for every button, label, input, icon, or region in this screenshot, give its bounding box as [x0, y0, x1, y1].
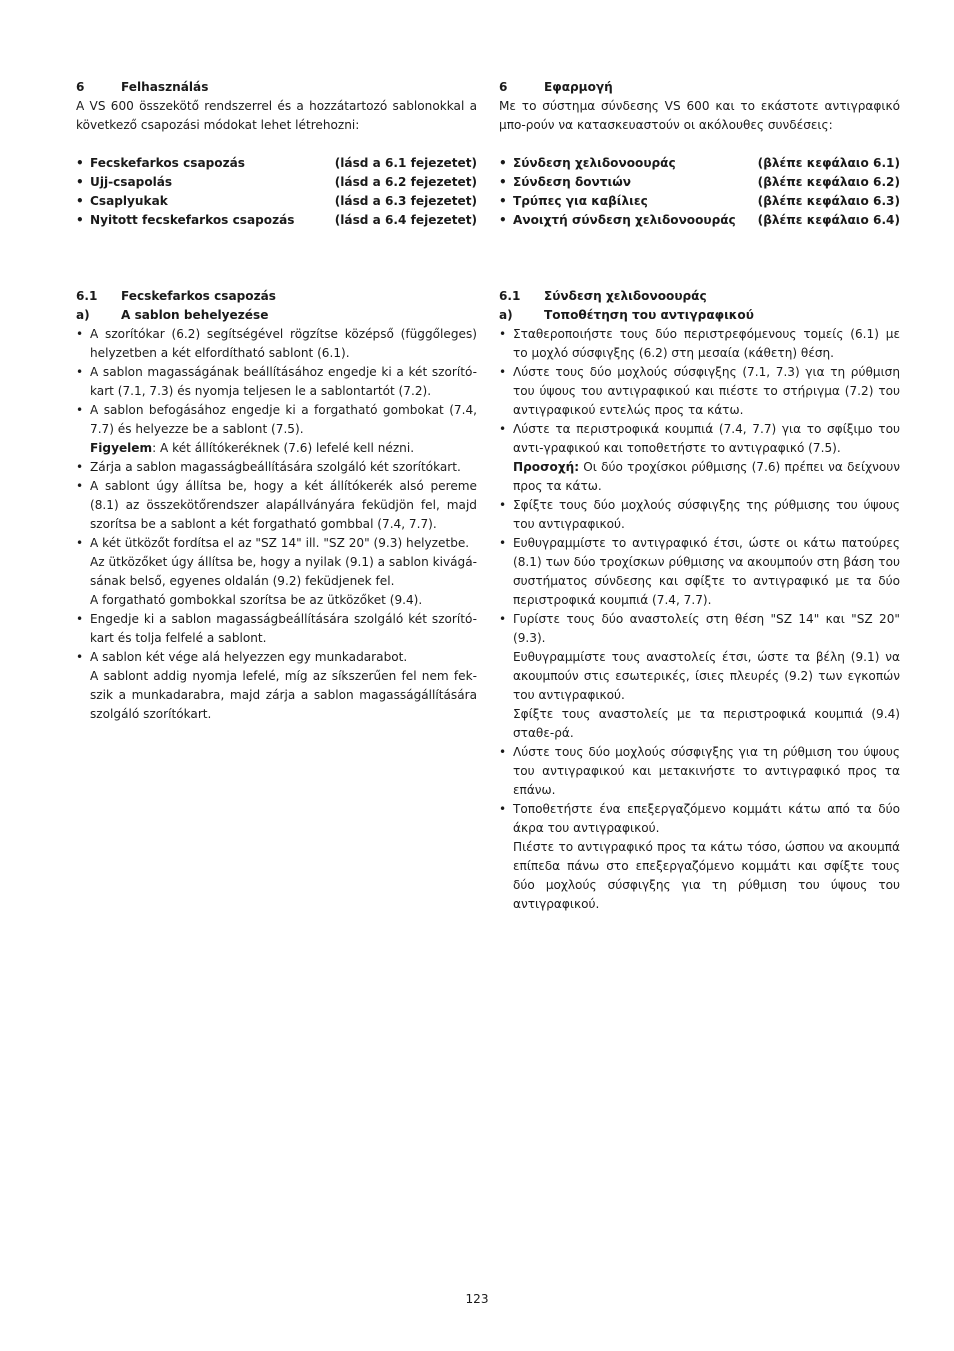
instruction-step: • Σταθεροποιήστε τους δύο περιστρεφόμενους τομείς (6.1) με το μοχλό σύσφιγξης (6.2) στη μεσαία (κάθετη) θέση.: [499, 327, 900, 360]
section-6-1-heading: [499, 287, 900, 306]
warning-note: Figyelem: A két állítókeréknek (7.6) lefelé kell nézni.: [90, 441, 415, 455]
section-number: 6.1: [76, 289, 98, 303]
section-6-heading: [76, 78, 477, 97]
chapter-reference: (βλέπε κεφάλαιο 6.4): [757, 213, 900, 227]
bullet-icon: •: [76, 536, 84, 550]
bullet-icon: •: [499, 156, 507, 170]
bullet-icon: •: [76, 156, 84, 170]
bullet-icon: •: [76, 365, 84, 379]
chapter-reference: (βλέπε κεφάλαιο 6.1): [757, 156, 900, 170]
subsection-title: A sablon behelyezése: [121, 308, 269, 322]
intro-paragraph: A VS 600 összekötő rendszerrel és a hozzátartozó sablonokkal a következő csapozási módokat lehet létrehozni:: [76, 99, 477, 132]
instruction-step: • A két ütközőt fordítsa el az "SZ 14" ill. "SZ 20" (9.3) helyzetbe. Az ütközőket úgy állítsa be, hogy a nyilak (9.1) a sablon kivágá-sának belső, egyenes oldalán (9.2) feküdjenek fel. A forgatható gombokkal szorítsa be az ütközőket (9.4).: [76, 536, 477, 607]
chapter-item: • Τρύπες για καβίλιες (βλέπε κεφάλαιο 6.3): [499, 192, 900, 211]
bullet-icon: •: [499, 498, 507, 512]
chapter-reference: (lásd a 6.3 fejezetet): [334, 194, 477, 208]
instruction-step: • Σφίξτε τους δύο μοχλούς σύσφιγξης της ρύθμισης του ύψους του αντιγραφικού.: [499, 498, 900, 531]
instruction-step: • A sablont úgy állítsa be, hogy a két állítókerék alsó pereme (8.1) az összekötőrendszer alapállványára feküdjön fel, majd szorítsa be a sablont a két forgatható gombbal (7.4, 7.7).: [76, 479, 477, 531]
subsection-label: a): [76, 308, 90, 322]
instruction-step: • Engedje ki a sablon magasságbeállítására szolgáló két szorító-kart és tolja felfelé a sablont.: [76, 612, 477, 645]
subsection-label: a): [499, 308, 513, 322]
bullet-icon: •: [499, 745, 507, 759]
chapter-reference: (βλέπε κεφάλαιο 6.2): [757, 175, 900, 189]
section-number: 6: [499, 80, 508, 94]
chapter-item: • Fecskefarkos csapozás (lásd a 6.1 fejezetet): [76, 154, 477, 173]
bullet-icon: •: [499, 365, 507, 379]
bullet-icon: •: [499, 536, 507, 550]
chapter-item: • Csaplyukak (lásd a 6.3 fejezetet): [76, 192, 477, 211]
instruction-list: [499, 325, 900, 914]
warning-label: Προσοχή:: [513, 460, 580, 474]
chapter-item: • Σύνδεση χελιδονοουράς (βλέπε κεφάλαιο 6.1): [499, 154, 900, 173]
warning-label: Figyelem: [90, 441, 153, 455]
bullet-icon: •: [499, 612, 507, 626]
page-number: 123: [465, 1292, 489, 1306]
bullet-icon: •: [76, 612, 84, 626]
bullet-icon: •: [499, 422, 507, 436]
chapter-reference: (lásd a 6.2 fejezetet): [334, 175, 477, 189]
instruction-step: • Λύστε τους δύο μοχλούς σύσφιγξης (7.1, 7.3) για τη ρύθμιση του ύψους του αντιγραφικού και πιέστε το στήριγμα (7.2) του αντιγραφικού εντελώς προς τα κάτω.: [499, 365, 900, 417]
instruction-step: • Γυρίστε τους δύο αναστολείς στη θέση "SZ 14" και "SZ 20" (9.3). Ευθυγραμμίστε τους αναστολείς έτσι, ώστε τα βέλη (9.1) να ακουμπούν στις εσωτερικές, ίσιες πλευρές (9.2) των εγκοπών του αντιγραφικού. Σφίξτε τους αναστολείς με τα περιστροφικά κουμπιά (9.4) σταθε-ρά.: [499, 612, 900, 740]
bullet-icon: •: [499, 213, 507, 227]
chapter-list: [76, 154, 477, 230]
chapter-list: [499, 154, 900, 230]
instruction-step: • A sablon két vége alá helyezzen egy munkadarabot. A sablont addig nyomja lefelé, míg az síkszerűen fel nem fek-szik a munkadarabra, majd zárja a sablon magasságállítására szolgáló szorítókart.: [76, 650, 477, 721]
section-title: Σύνδεση χελιδονοουράς: [544, 289, 707, 303]
instruction-step: • A sablon magasságának beállításához engedje ki a két szorító-kart (7.1, 7.3) és nyomja teljesen le a sablontartót (7.2).: [76, 365, 477, 398]
instruction-step: • Ευθυγραμμίστε το αντιγραφικό έτσι, ώστε οι κάτω πατούρες (8.1) των δύο τροχίσκων ρύθμισης να ακουμπούν στη βάση του συστήματος σύνδεσης και σφίξτε το αντιγραφικό με τα δύο περιστροφικά κουμπιά (7.4, 7.7).: [499, 536, 900, 607]
instruction-list: [76, 325, 477, 724]
section-number: 6: [76, 80, 85, 94]
section-title: Εφαρμογή: [544, 80, 613, 94]
subsection-a-heading: [499, 306, 900, 325]
section-6-1-heading: [76, 287, 477, 306]
bullet-icon: •: [76, 650, 84, 664]
section-title: Fecskefarkos csapozás: [121, 289, 276, 303]
bullet-icon: •: [76, 479, 84, 493]
warning-note: Προσοχή: Οι δύο τροχίσκοι ρύθμισης (7.6) πρέπει να δείχνουν προς τα κάτω.: [513, 460, 900, 493]
subsection-title: Τοποθέτηση του αντιγραφικού: [544, 308, 754, 322]
chapter-item: • Nyitott fecskefarkos csapozás (lásd a 6.4 fejezetet): [76, 211, 477, 230]
section-number: 6.1: [499, 289, 521, 303]
bullet-icon: •: [499, 802, 507, 816]
bullet-icon: •: [499, 194, 507, 208]
chapter-item: • Σύνδεση δοντιών (βλέπε κεφάλαιο 6.2): [499, 173, 900, 192]
bullet-icon: •: [499, 327, 507, 341]
section-title: Felhasználás: [121, 80, 209, 94]
instruction-step: • Τοποθετήστε ένα επεξεργαζόμενο κομμάτι κάτω από τα δύο άκρα του αντιγραφικού. Πιέστε το αντιγραφικό προς τα κάτω τόσο, ώσπου να ακουμπά επίπεδα πάνω στο επεξεργαζόμενο κομμάτι και σφίξτε τους δύο μοχλούς σύσφιγξης για τη ρύθμιση του ύψους του αντιγραφικού.: [499, 802, 900, 911]
intro-paragraph: Με το σύστημα σύνδεσης VS 600 και το εκάστοτε αντιγραφικό μπο-ρούν να κατασκευαστούν οι ακόλουθες συνδέσεις:: [499, 99, 900, 132]
section-6-heading: [499, 78, 900, 97]
bullet-icon: •: [76, 213, 84, 227]
bullet-icon: •: [76, 194, 84, 208]
bullet-icon: •: [76, 460, 84, 474]
instruction-step: • A sablon befogásához engedje ki a forgatható gombokat (7.4, 7.7) és helyezze be a sablont (7.5). Figyelem: A két állítókeréknek (7.6) lefelé kell nézni.: [76, 401, 477, 458]
chapter-item: • Ujj-csapolás (lásd a 6.2 fejezetet): [76, 173, 477, 192]
instruction-step: • Λύστε τους δύο μοχλούς σύσφιγξης για τη ρύθμιση του ύψους του αντιγραφικού και μετακινήστε το αντιγραφικό προς τα επάνω.: [499, 745, 900, 797]
chapter-item: • Ανοιχτή σύνδεση χελιδονοουράς (βλέπε κεφάλαιο 6.4): [499, 211, 900, 230]
chapter-reference: (lásd a 6.4 fejezetet): [334, 213, 477, 227]
instruction-step: • A szorítókar (6.2) segítségével rögzítse középső (függőleges) helyzetben a két elfordítható sablont (6.1).: [76, 327, 477, 360]
bullet-icon: •: [76, 175, 84, 189]
subsection-a-heading: [76, 306, 477, 325]
column-hungarian: [76, 78, 477, 724]
instruction-step: • Λύστε τα περιστροφικά κουμπιά (7.4, 7.7) για το σφίξιμο του αντι-γραφικού και τοποθετήστε το αντιγραφικό (7.5). Προσοχή: Οι δύο τροχίσκοι ρύθμισης (7.6) πρέπει να δείχνουν προς τα κάτω.: [499, 420, 900, 496]
column-greek: [499, 78, 900, 914]
bullet-icon: •: [76, 403, 84, 417]
instruction-step: • Zárja a sablon magasságbeállítására szolgáló két szorítókart.: [76, 458, 477, 477]
bullet-icon: •: [76, 327, 84, 341]
bullet-icon: •: [499, 175, 507, 189]
chapter-reference: (lásd a 6.1 fejezetet): [334, 156, 477, 170]
chapter-reference: (βλέπε κεφάλαιο 6.3): [757, 194, 900, 208]
